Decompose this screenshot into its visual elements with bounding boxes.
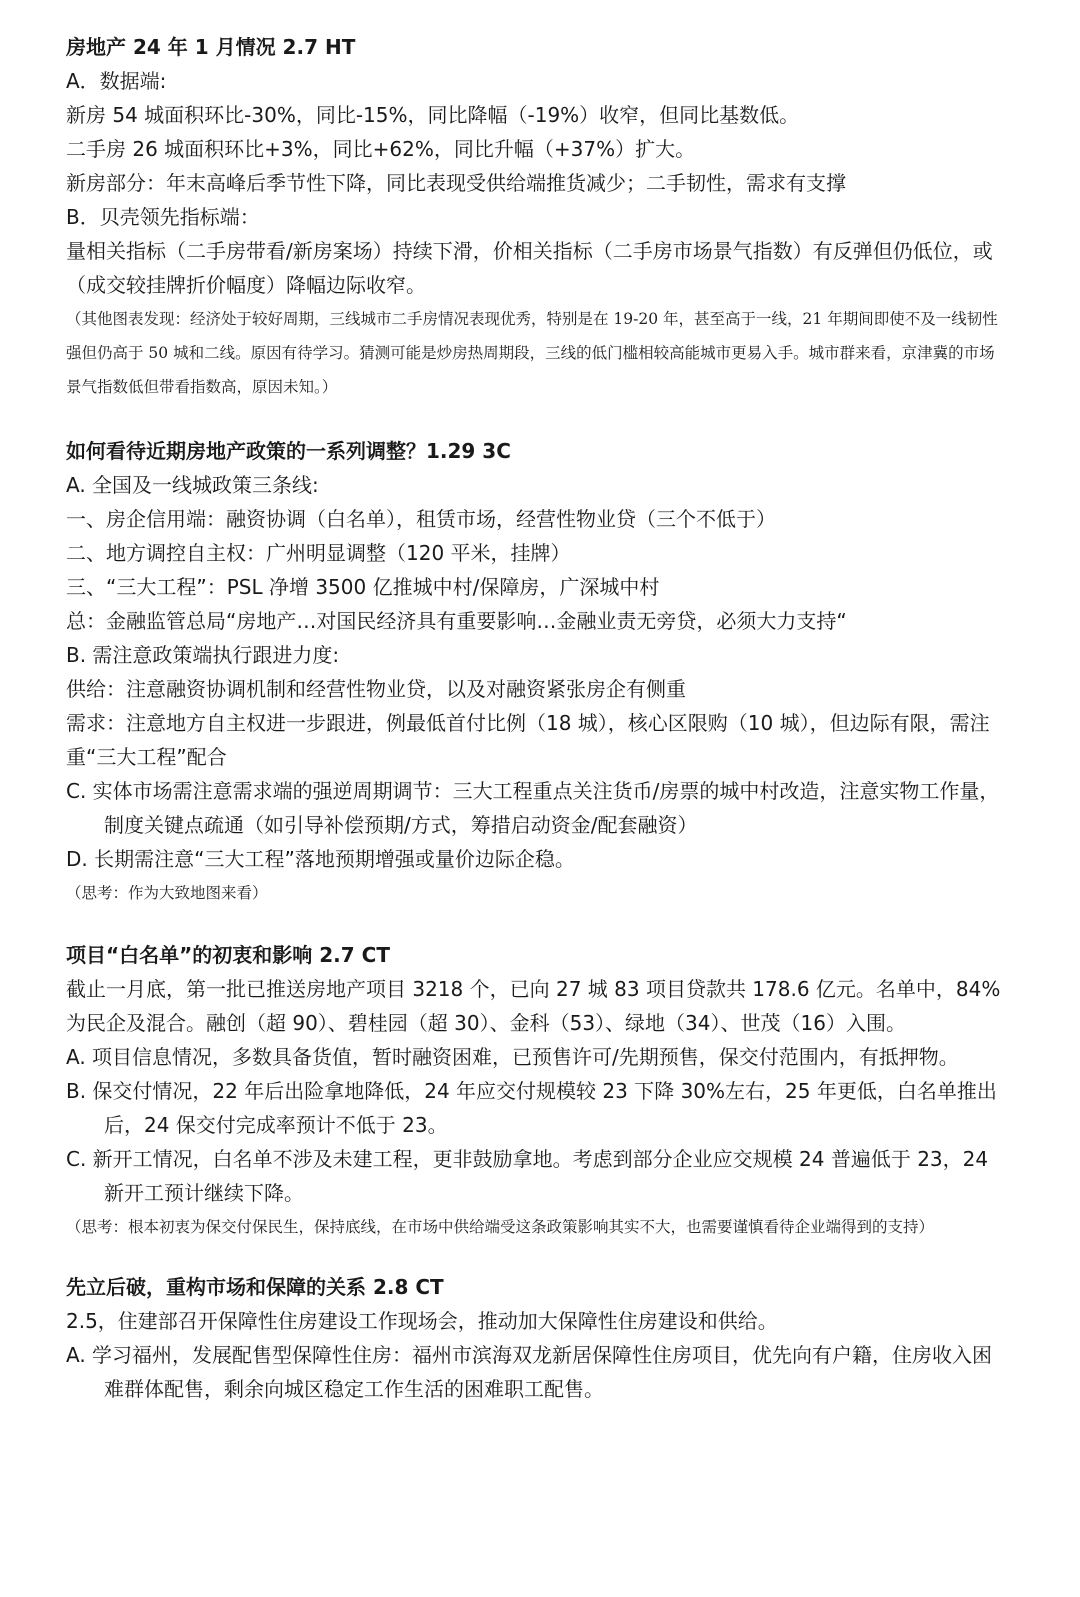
list-item: C. 新开工情况，白名单不涉及未建工程，更非鼓励拿地。考虑到部分企业应交规模 24 普遍低于 23，24 新开工预计继续下降。 bbox=[66, 1147, 989, 1205]
new-home-stats: 新房 54 城面积环比-30%，同比-15%，同比降幅（-19%）收窄，但同比基数低。 bbox=[66, 103, 800, 127]
policy-line: 一、房企信用端：融资协调（白名单），租赁市场，经营性物业贷（三个不低于） bbox=[66, 507, 776, 531]
section-note: （思考：作为大致地图来看） bbox=[66, 884, 268, 902]
new-home-summary: 新房部分：年末高峰后季节性下降，同比表现受供给端推货减少；二手韧性，需求有支撑 bbox=[66, 171, 846, 195]
section-policy-adjustments bbox=[66, 434, 1006, 910]
section-title: 先立后破，重构市场和保障的关系 2.8 CT bbox=[66, 1275, 444, 1299]
section-title: 项目“白名单”的初衷和影响 2.7 CT bbox=[66, 943, 390, 967]
section-note: （其他图表发现：经济处于较好周期，三线城市二手房情况表现优秀，特别是在 19-20 年，甚至高于一线，21 年期间即使不及一线韧性强但仍高于 50 城和二线。原因有待学习。猜测可能是炒房热周期段，三线的低门槛相较高能城市更易入手。城市群来看，京津冀的市场景气指数低但带看指数高，原因未知。） bbox=[66, 310, 998, 396]
policy-line: 二、地方调控自主权：广州明显调整（120 平米，挂牌） bbox=[66, 541, 571, 565]
section-title: 如何看待近期房地产政策的一系列调整？1.29 3C bbox=[66, 439, 511, 463]
policy-line: 三、“三大工程”：PSL 净增 3500 亿推城中村/保障房，广深城中村 bbox=[66, 575, 660, 599]
list-item: C. 实体市场需注意需求端的强逆周期调节：三大工程重点关注货币/房票的城中村改造，注意实物工作量，制度关键点疏通（如引导补偿预期/方式，筹措启动资金/配套融资） bbox=[66, 779, 1000, 837]
section-housing-jan bbox=[66, 30, 1006, 404]
list-item: D. 长期需注意“三大工程”落地预期增强或量价边际企稳。 bbox=[66, 847, 575, 871]
section-whitelist bbox=[66, 938, 1006, 1244]
indicator-summary: 量相关指标（二手房带看/新房案场）持续下滑，价相关指标（二手房市场景气指数）有反弹但仍低位，或（成交较挂牌折价幅度）降幅边际收窄。 bbox=[66, 239, 993, 297]
whitelist-intro: 截止一月底，第一批已推送房地产项目 3218 个，已向 27 城 83 项目贷款共 178.6 亿元。名单中，84%为民企及混合。融创（超 90）、碧桂园（超 30）、金科（53）、绿地（34）、世茂（16）入围。 bbox=[66, 977, 1001, 1035]
second-hand-stats: 二手房 26 城面积环比+3%，同比+62%，同比升幅（+37%）扩大。 bbox=[66, 137, 696, 161]
section-title: 房地产 24 年 1 月情况 2.7 HT bbox=[66, 35, 356, 59]
policy-line: A. 全国及一线城政策三条线: bbox=[66, 473, 319, 497]
list-item: A. 学习福州，发展配售型保障性住房：福州市滨海双龙新居保障性住房项目，优先向有户籍，住房收入困难群体配售，剩余向城区稳定工作生活的困难职工配售。 bbox=[66, 1343, 993, 1401]
subheading-leading-indicators: B．贝壳领先指标端： bbox=[66, 205, 260, 229]
policy-line: B. 需注意政策端执行跟进力度: bbox=[66, 643, 340, 667]
policy-line: 供给：注意融资协调机制和经营性物业贷，以及对融资紧张房企有侧重 bbox=[66, 677, 686, 701]
policy-line: 总：金融监管总局“房地产…对国民经济具有重要影响…金融业责无旁贷，必须大力支持“ bbox=[66, 609, 847, 633]
section-market-security bbox=[66, 1270, 1006, 1406]
subheading-data-side: A．数据端: bbox=[66, 69, 167, 93]
list-item: A. 项目信息情况，多数具备货值，暂时融资困难，已预售许可/先期预售，保交付范围内，有抵押物。 bbox=[66, 1045, 959, 1069]
document-page bbox=[66, 30, 1006, 1406]
section-note: （思考：根本初衷为保交付保民生，保持底线，在市场中供给端受这条政策影响其实不大，也需要谨慎看待企业端得到的支持） bbox=[66, 1218, 935, 1236]
policy-line: 需求：注意地方自主权进一步跟进，例最低首付比例（18 城），核心区限购（10 城），但边际有限，需注重“三大工程”配合 bbox=[66, 711, 990, 769]
meeting-summary: 2.5，住建部召开保障性住房建设工作现场会，推动加大保障性住房建设和供给。 bbox=[66, 1309, 778, 1333]
list-item: B. 保交付情况，22 年后出险拿地降低，24 年应交付规模较 23 下降 30%左右，25 年更低，白名单推出后，24 保交付完成率预计不低于 23。 bbox=[66, 1079, 997, 1137]
